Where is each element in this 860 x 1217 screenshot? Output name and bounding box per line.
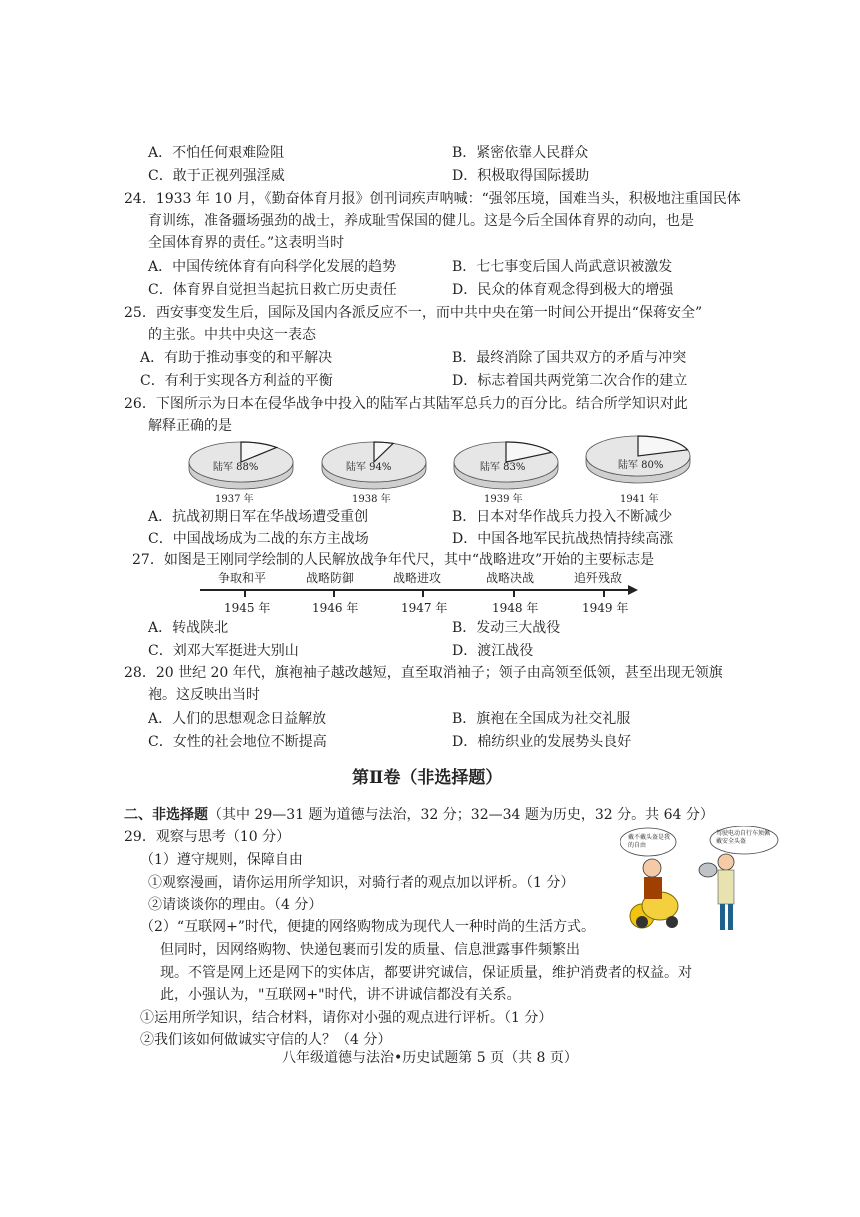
timeline-period-3: 战略进攻 <box>393 571 442 585</box>
q29-stem: 29．观察与思考（10 分） <box>124 829 291 845</box>
q29-sub2a: ①运用所学知识，结合材料，请你对小强的观点进行评析。（1 分） <box>140 1010 553 1026</box>
section-2-heading-note: （其中 29—31 题为道德与法治，32 分；32—34 题为历史，32 分。共 64 分） <box>208 807 714 823</box>
q23-option-b: B．紧密依靠人民群众 <box>452 145 589 161</box>
timeline-tick <box>603 590 605 597</box>
cartoon-illustration <box>620 826 780 936</box>
pie-label-1941: 陆军 80% <box>618 460 664 471</box>
timeline-year-1947: 1947 年 <box>401 601 448 615</box>
q25-option-c: C．有利于实现各方利益的平衡 <box>140 373 333 389</box>
q29-sub1a: ①观察漫画，请你运用所学知识，对骑行者的观点加以评析。（1 分） <box>148 875 575 891</box>
timeline-year-1946: 1946 年 <box>312 601 359 615</box>
q27-option-d: D．渡江战役 <box>452 643 534 659</box>
timeline-year-1948: 1948 年 <box>492 601 539 615</box>
q25-option-d: D．标志着国共两党第二次合作的建立 <box>452 373 688 389</box>
timeline-arrow-icon <box>628 585 638 595</box>
q27-stem-line1: 27．如图是王刚同学绘制的人民解放战争年代尺，其中“战略进攻”开始的主要标志是 <box>132 552 655 568</box>
q28-stem-line1: 28．20 世纪 20 年代，旗袍袖子越改越短，直至取消袖子；领子由高领至低领，甚至出现无领旗 <box>124 665 723 681</box>
section-2-heading <box>124 805 714 825</box>
pie-year-1941: 1941 年 <box>620 494 659 505</box>
cartoon-bubble-left: 戴不戴头盔是我的自由 <box>628 834 671 849</box>
pie-chart-1939 <box>450 436 562 506</box>
q26-stem-line2: 解释正确的是 <box>148 418 232 434</box>
pie-chart-1938 <box>318 436 430 506</box>
q27-option-a: A．转战陕北 <box>148 620 229 636</box>
q28-option-b: B．旗袍在全国成为社交礼服 <box>452 711 631 727</box>
q28-option-c: C．女性的社会地位不断提高 <box>148 734 327 750</box>
q24-stem-line2: 育训练，准备疆场强劲的战士，养成耻雪保国的健儿。这是今后全国体育界的动向，也是 <box>148 213 694 229</box>
section-2-heading-label: 二、非选择题 <box>124 807 208 823</box>
timeline-tick <box>422 590 424 597</box>
q29-sub2b: ②我们该如何做诚实守信的人？（4 分） <box>140 1032 392 1048</box>
q29-sub2-line3: 现。不管是网上还是网下的实体店，都要讲究诚信，保证质量，维护消费者的权益。对 <box>160 965 692 981</box>
q24-option-a: A．中国传统体育有向科学化发展的趋势 <box>148 259 397 275</box>
pie-year-1937: 1937 年 <box>215 494 254 505</box>
timeline-period-5: 追歼残敌 <box>574 571 623 585</box>
q27-option-c: C．刘邓大军挺进大别山 <box>148 643 299 659</box>
q24-option-b: B．七七事变后国人尚武意识被激发 <box>452 259 673 275</box>
q25-stem-line2: 的主张。中共中央这一表态 <box>148 327 316 343</box>
q29-sub2-line4: 此，小强认为，"互联网+"时代，讲不讲诚信都没有关系。 <box>160 987 521 1003</box>
timeline-period-1: 争取和平 <box>218 571 267 585</box>
timeline-tick <box>244 590 246 597</box>
q28-option-a: A．人们的思想观念日益解放 <box>148 711 327 727</box>
q26-option-d: D．中国各地军民抗战热情持续高涨 <box>452 531 674 547</box>
q23-option-a: A．不怕任何艰难险阻 <box>148 145 285 161</box>
timeline-tick <box>513 590 515 597</box>
q29-sub2-line1: （2）“互联网+”时代，便捷的网络购物成为现代人一种时尚的生活方式。 <box>140 919 595 935</box>
timeline-period-2: 战略防御 <box>306 571 355 585</box>
timeline-axis <box>200 589 630 591</box>
q24-stem-line3: 全国体育界的责任。”这表明当时 <box>148 235 345 251</box>
q29-sub1b: ②请谈谈你的理由。（4 分） <box>148 897 323 913</box>
q24-stem-line1: 24．1933 年 10 月，《勤奋体育月报》创刊词疾声呐喊：“强邻压境，国难当头，积极地注重国民体 <box>124 191 741 207</box>
timeline-tick <box>333 590 335 597</box>
pie-label-1938: 陆军 94% <box>346 462 392 473</box>
q29-sub1: （1）遵守规则，保障自由 <box>140 852 303 868</box>
section-2-title: 第Ⅱ卷（非选择题） <box>352 768 503 788</box>
pie-label-1937: 陆军 88% <box>213 462 259 473</box>
pie-chart-1937 <box>185 436 297 506</box>
q26-stem-line1: 26．下图所示为日本在侵华战争中投入的陆军占其陆军总兵力的百分比。结合所学知识对此 <box>124 396 688 412</box>
pie-year-1938: 1938 年 <box>352 494 391 505</box>
timeline-period-4: 战略决战 <box>486 571 535 585</box>
q24-option-d: D．民众的体育观念得到极大的增强 <box>452 282 674 298</box>
timeline-year-1949: 1949 年 <box>582 601 629 615</box>
q29-sub2-line2: 但同时，因网络购物、快递包裹而引发的质量、信息泄露事件频繁出 <box>160 942 580 958</box>
q27-option-b: B．发动三大战役 <box>452 620 561 636</box>
q25-option-a: A．有助于推动事变的和平解决 <box>140 350 333 366</box>
pie-year-1939: 1939 年 <box>484 494 523 505</box>
pie-chart-1941 <box>582 430 694 505</box>
q26-option-c: C．中国战场成为二战的东方主战场 <box>148 531 369 547</box>
q23-option-c: C．敢于正视列强淫威 <box>148 168 285 184</box>
page-footer: 八年级道德与法治•历史试题第 5 页（共 8 页） <box>282 1050 578 1066</box>
q26-option-b: B．日本对华作战兵力投入不断减少 <box>452 509 673 525</box>
cartoon-bubble-right: 驾驶电动自行车须佩戴安全头盔 <box>716 830 771 845</box>
timeline-year-1945: 1945 年 <box>224 601 271 615</box>
q26-option-a: A．抗战初期日军在华战场遭受重创 <box>148 509 369 525</box>
q28-stem-line2: 袍。这反映出当时 <box>148 687 260 703</box>
q25-option-b: B．最终消除了国共双方的矛盾与冲突 <box>452 350 687 366</box>
q25-stem-line1: 25．西安事变发生后，国际及国内各派反应不一，而中共中央在第一时间公开提出“保蒋安全” <box>124 305 703 321</box>
q24-option-c: C．体育界自觉担当起抗日救亡历史责任 <box>148 282 397 298</box>
q28-option-d: D．棉纺织业的发展势头良好 <box>452 734 632 750</box>
pie-label-1939: 陆军 83% <box>480 462 526 473</box>
q23-option-d: D．积极取得国际援助 <box>452 168 590 184</box>
